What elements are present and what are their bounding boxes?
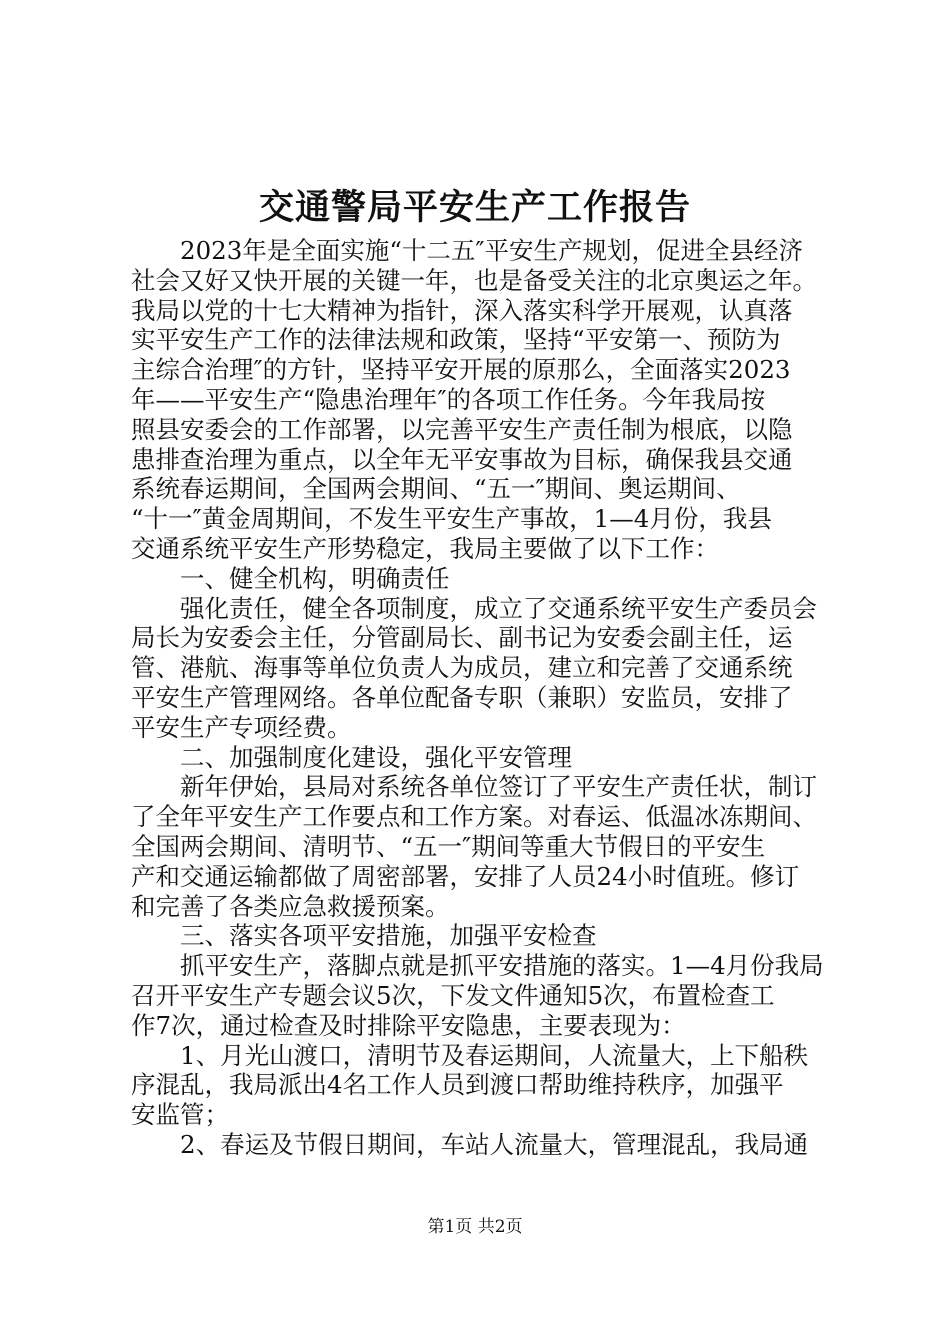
- body-line: 安监管；: [131, 1100, 229, 1130]
- document-body: [131, 236, 861, 1160]
- body-line: 主综合治理″的方针，坚持平安开展的原那么，全面落实2023: [131, 355, 791, 385]
- body-line: 和完善了各类应急救援预案。: [131, 891, 450, 921]
- body-line: “十一″黄金周期间，不发生平安生产事故，1—4月份，我县: [131, 504, 772, 534]
- body-line: 交通系统平安生产形势稳定，我局主要做了以下工作：: [131, 533, 719, 563]
- body-line: 局长为安委会主任，分管副局长、副书记为安委会副主任，运: [131, 623, 793, 653]
- body-line: 我局以党的十七大精神为指针，深入落实科学开展观，认真落: [131, 295, 793, 325]
- body-line: 强化责任，健全各项制度，成立了交通系统平安生产委员会: [131, 593, 817, 623]
- body-line: 管、港航、海事等单位负责人为成员，建立和完善了交通系统: [131, 653, 793, 683]
- body-line: 2、春运及节假日期间，车站人流量大，管理混乱，我局通: [131, 1129, 809, 1159]
- body-line: 年——平安生产“隐患治理年″的各项工作任务。今年我局按: [131, 384, 766, 414]
- body-line: 了全年平安生产工作要点和工作方案。对春运、低温冰冻期间、: [131, 802, 817, 832]
- body-line: 抓平安生产，落脚点就是抓平安措施的落实。1—4月份我局: [131, 951, 824, 981]
- body-line: 实平安生产工作的法律法规和政策，坚持“平安第一、预防为: [131, 325, 781, 355]
- body-line: 召开平安生产专题会议5次，下发文件通知5次，布置检查工: [131, 980, 775, 1010]
- body-line: 作7次，通过检查及时排除平安隐患，主要表现为：: [131, 1010, 686, 1040]
- section-heading-2: 二、加强制度化建设，强化平安管理: [131, 742, 572, 772]
- section-heading-3: 三、落实各项平安措施，加强平安检查: [131, 921, 597, 951]
- body-line: 系统春运期间，全国两会期间、“五一″期间、奥运期间、: [131, 474, 741, 504]
- body-line: 全国两会期间、清明节、“五一″期间等重大节假日的平安生: [131, 831, 766, 861]
- body-line: 1、月光山渡口，清明节及春运期间，人流量大，上下船秩: [131, 1040, 809, 1070]
- body-line: 平安生产专项经费。: [131, 712, 352, 742]
- body-line: 社会又好又快开展的关键一年，也是备受关注的北京奥运之年。: [131, 265, 817, 295]
- body-line: 新年伊始，县局对系统各单位签订了平安生产责任状，制订: [131, 772, 817, 802]
- body-line: 平安生产管理网络。各单位配备专职（兼职）安监员，安排了: [131, 682, 793, 712]
- page-footer: 第1页 共2页: [427, 1217, 523, 1237]
- body-line: 患排查治理为重点，以全年无平安事故为目标，确保我县交通: [131, 444, 793, 474]
- body-line: 照县安委会的工作部署，以完善平安生产责任制为根底，以隐: [131, 414, 793, 444]
- document-title: 交通警局平安生产工作报告: [258, 187, 691, 228]
- body-line: 产和交通运输都做了周密部署，安排了人员24小时值班。修订: [131, 861, 800, 891]
- section-heading-1: 一、健全机构，明确责任: [131, 563, 450, 593]
- body-line: 2023年是全面实施“十二五″平安生产规划，促进全县经济: [131, 236, 804, 265]
- body-line: 序混乱，我局派出4名工作人员到渡口帮助维持秩序，加强平: [131, 1070, 784, 1100]
